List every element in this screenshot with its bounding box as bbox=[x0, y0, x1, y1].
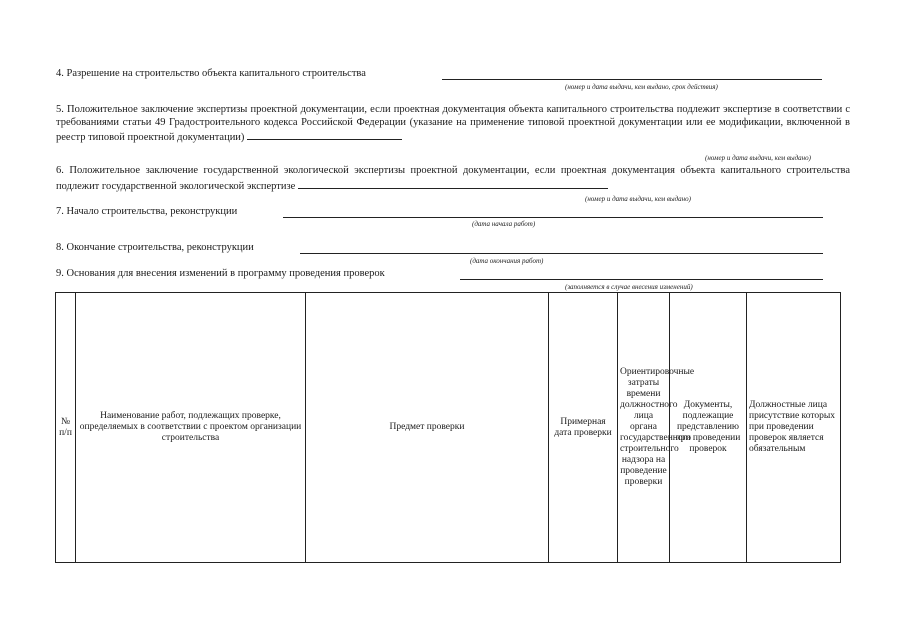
item-5-hint: (номер и дата выдачи, кем выдано) bbox=[705, 154, 811, 162]
item-4-hint: (номер и дата выдачи, кем выдано, срок действия) bbox=[565, 83, 718, 91]
item-6-field[interactable] bbox=[298, 178, 608, 189]
item-7-label: 7. Начало строительства, реконструкции bbox=[56, 206, 238, 217]
header-work-name: Наименование работ, подлежащих проверке, определяемых в соответствии с проектом организации строительства bbox=[76, 293, 306, 563]
item-8-field[interactable] bbox=[300, 253, 823, 254]
item-5-paragraph bbox=[56, 104, 850, 145]
header-officials: Должностные лица присутствие которых при проведении проверок является обязательным bbox=[747, 293, 841, 563]
item-6-paragraph bbox=[56, 165, 850, 193]
header-time-costs: Ориентировочные затраты времени должностного лица органа государственного строительного надзора на проведение проверки bbox=[618, 293, 670, 563]
item-6-text: 6. Положительное заключение государственной экологической экспертизы проектной документации, если проектная документация объекта капитального строительства подлежит государственной экологической экспертизе bbox=[56, 165, 850, 192]
item-5-field[interactable] bbox=[247, 129, 402, 140]
header-number: № п/п bbox=[56, 293, 76, 563]
item-7-field[interactable] bbox=[283, 217, 823, 218]
header-approx-date: Примерная дата проверки bbox=[549, 293, 618, 563]
header-inspection-subject: Предмет проверки bbox=[306, 293, 549, 563]
item-5-text: 5. Положительное заключение экспертизы проектной документации, если проектная документация объекта капитального строительства подлежит экспертизе в соответствии с требованиями статьи 49 Градостроительного кодекса Российской Федерации (указание на применение типовой проектной документации или ее модификации, включенной в реестр типовой проектной документации) bbox=[56, 104, 850, 143]
table-header-row bbox=[56, 293, 841, 563]
header-documents: Документы, подлежащие представлению при проведении проверок bbox=[670, 293, 747, 563]
item-4-label: 4. Разрешение на строительство объекта капитального строительства bbox=[56, 68, 366, 79]
item-8-hint: (дата окончания работ) bbox=[470, 257, 544, 265]
item-9-field[interactable] bbox=[460, 279, 823, 280]
item-8-label: 8. Окончание строительства, реконструкции bbox=[56, 242, 254, 253]
item-6-hint: (номер и дата выдачи, кем выдано) bbox=[585, 195, 691, 203]
item-9-label: 9. Основания для внесения изменений в программу проведения проверок bbox=[56, 268, 385, 279]
item-7-hint: (дата начала работ) bbox=[472, 220, 536, 228]
item-4-field[interactable] bbox=[442, 79, 822, 80]
inspection-table bbox=[55, 292, 841, 563]
item-9-hint: (заполняется в случае внесения изменений) bbox=[565, 283, 693, 291]
